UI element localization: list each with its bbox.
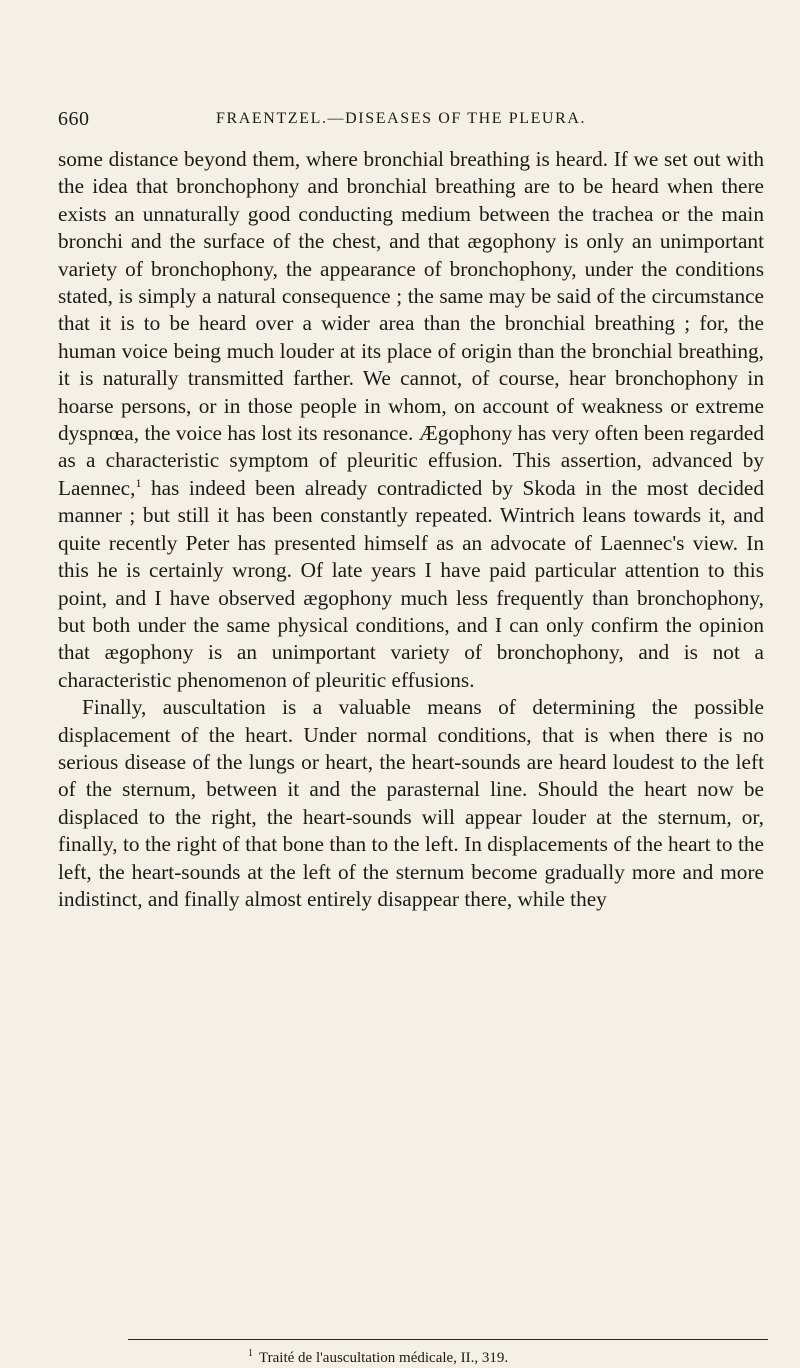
footnote-marker: 1: [248, 1348, 253, 1359]
running-title: FRAENTZEL.—DISEASES OF THE PLEURA.: [216, 110, 587, 127]
paragraph: [58, 146, 764, 694]
running-header: [58, 108, 758, 134]
paragraph-text: has indeed been already contradicted by Skoda in the most decided manner ; but still it has been constantly repeated. Wintrich leans towards it, and quite recently Peter has presented himself as an advocate of Laennec's view. In this he is certainly wrong. Of late years I have paid particular attention to this point, and I have observed ægophony much less frequently than bronchophony, but both under the same physical conditions, and I can only confirm the opinion that ægophony is an unimportant variety of bronchophony, and is not a characteristic phenomenon of pleuritic effusions.: [58, 475, 764, 692]
footnote-reference: 1: [135, 475, 142, 490]
body-text: [58, 146, 764, 913]
page-number: 660: [58, 108, 90, 130]
paragraph: Finally, auscultation is a valuable means of determining the possible displacement of the heart. Under normal conditions, that is when there is no serious disease of the lungs or heart, the heart-sounds are heard loudest to the left of the sternum, between it and the parasternal line. Should the heart now be displaced to the right, the heart-sounds will appear louder at the sternum, or, finally, to the right of that bone than to the left. In displacements of the heart to the left, the heart-sounds at the left of the sternum become gradually more and more indistinct, and finally almost entirely disappear there, while they: [58, 695, 764, 911]
footnote-text: Traité de l'auscultation médicale, II., 319.: [259, 1350, 509, 1366]
footnote: [248, 1348, 508, 1367]
paragraph-text: some distance beyond them, where bronchial breathing is heard. If we set out with the idea that bronchophony and bronchial breathing are to be heard when there exists an unnaturally good conducting medium between the trachea or the main bronchi and the surface of the chest, and that ægophony is only an unimportant variety of bronchophony, the appearance of bronchophony, under the conditions stated, is simply a natural consequence ; the same may be said of the circumstance that it is to be heard over a wider area than the bronchial breathing ; for, the human voice being much louder at its place of origin than the bronchial breathing, it is naturally transmitted farther. We cannot, of course, hear bronchophony in hoarse persons, or in those people in whom, on account of weakness or extreme dyspnœa, the voice has lost its resonance. Ægophony has very often been regarded as a characteristic symptom of pleuritic effusion. This assertion, advanced by Laennec,: [58, 147, 764, 500]
footnote-divider: [128, 1339, 768, 1340]
